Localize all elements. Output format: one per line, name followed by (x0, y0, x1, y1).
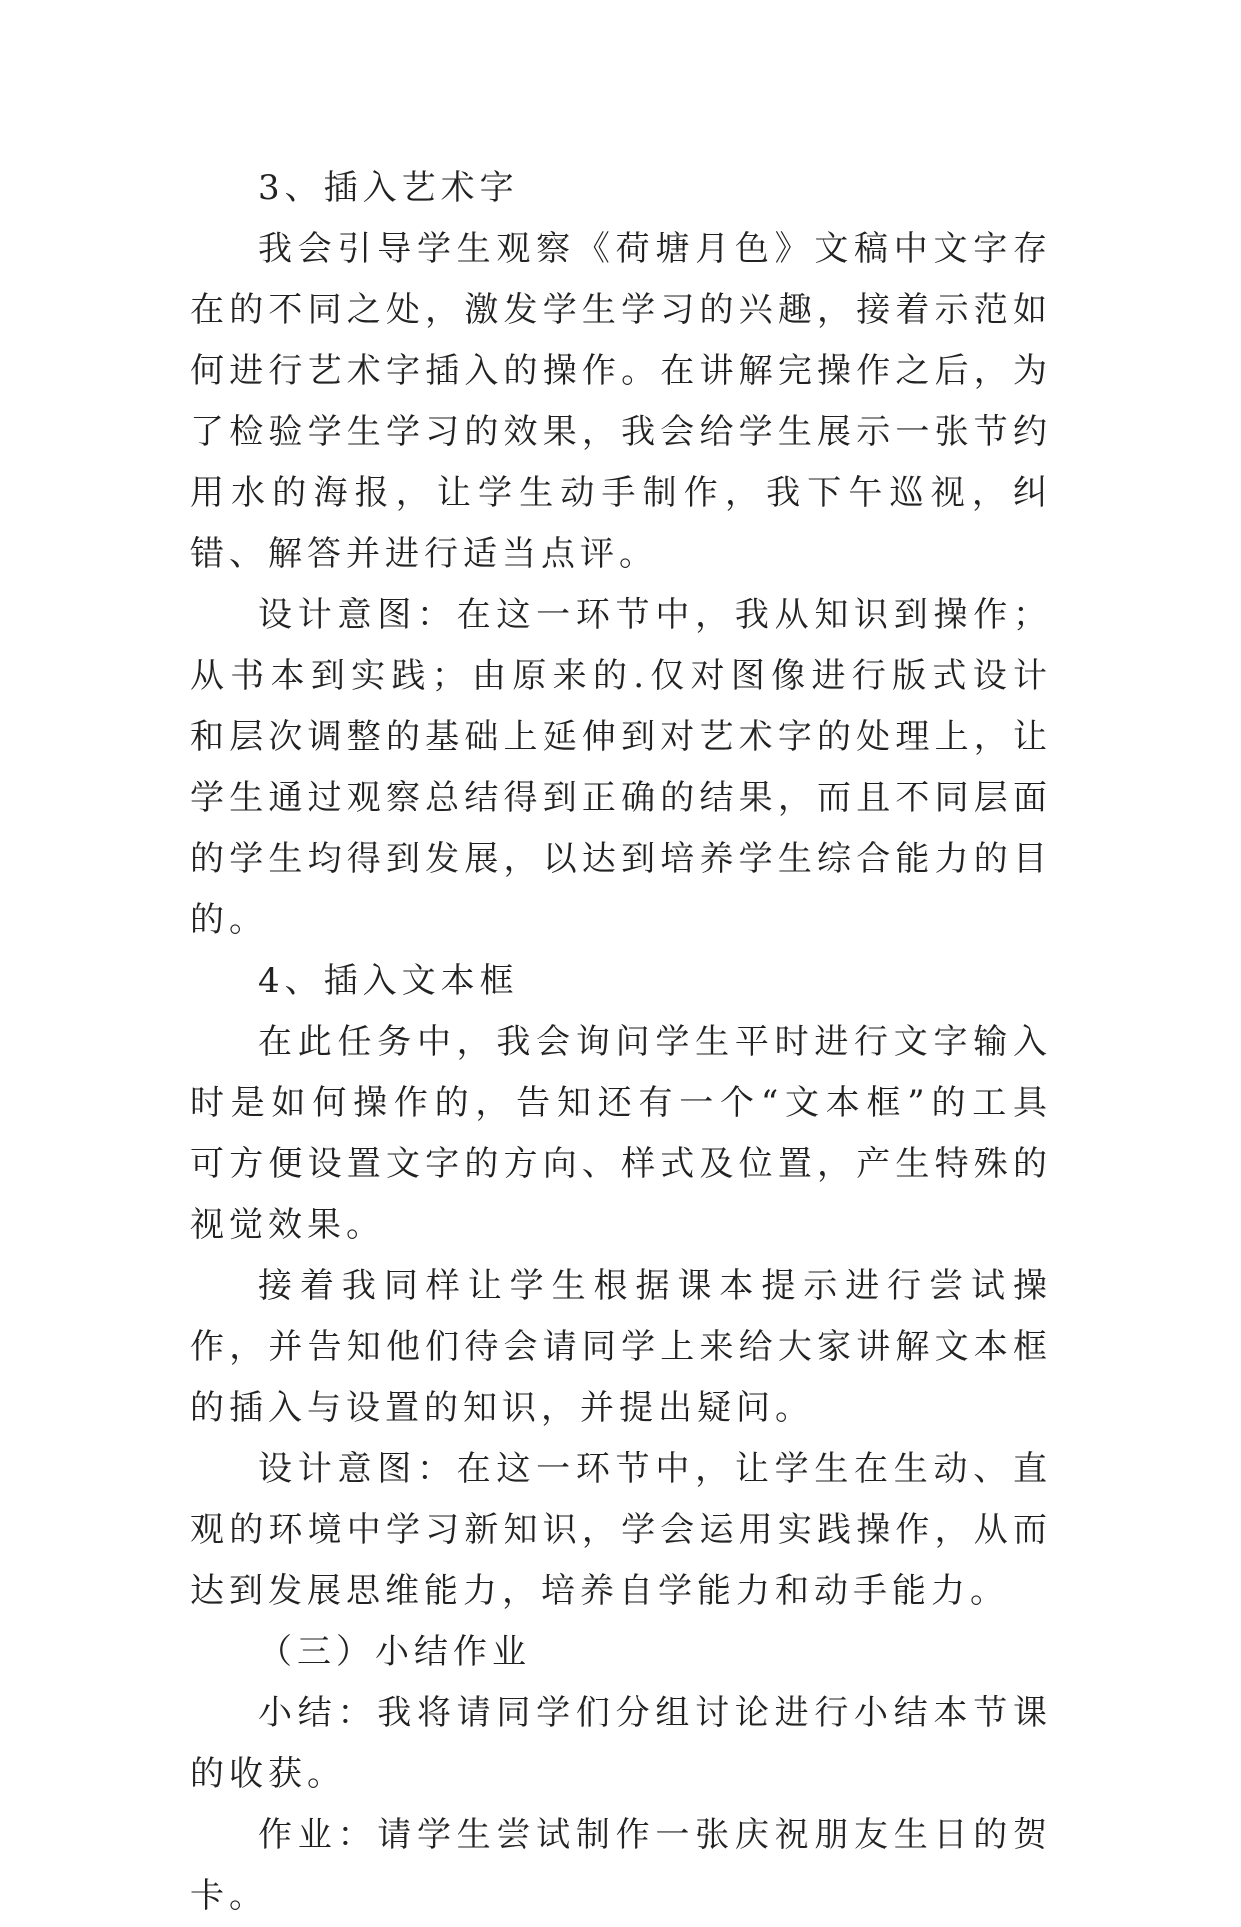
paragraph-summary: 小结：我将请同学们分组讨论进行小结本节课的收获。 (190, 1693, 1052, 1794)
paragraph-textbox-design-intent: 设计意图：在这一环节中，让学生在生动、直观的环境中学习新知识，学会运用实践操作，从而达到发展思维能力，培养自学能力和动手能力。 (190, 1449, 1052, 1611)
paragraph-wordart-steps: 我会引导学生观察《荷塘月色》文稿中文字存在的不同之处，激发学生学习的兴趣，接着示范如何进行艺术字插入的操作。在讲解完操作之后，为了检验学生学习的效果，我会给学生展示一张节约用水的海报，让学生动手制作，我下午巡视，纠错、解答并进行适当点评。 (190, 229, 1052, 574)
heading-insert-textbox: 4、插入文本框 (258, 961, 519, 1001)
heading-summary-homework: （三）小结作业 (258, 1632, 531, 1672)
heading-insert-wordart: 3、插入艺术字 (258, 168, 519, 208)
paragraph-homework: 作业：请学生尝试制作一张庆祝朋友生日的贺卡。 (190, 1815, 1052, 1916)
document-body (190, 158, 1052, 1927)
paragraph-textbox-task: 在此任务中，我会询问学生平时进行文字输入时是如何操作的，告知还有一个“文本框”的工具可方便设置文字的方向、样式及位置，产生特殊的视觉效果。 (190, 1022, 1052, 1245)
paragraph-textbox-practice: 接着我同样让学生根据课本提示进行尝试操作，并告知他们待会请同学上来给大家讲解文本框的插入与设置的知识，并提出疑问。 (190, 1266, 1052, 1428)
paragraph-wordart-design-intent: 设计意图：在这一环节中，我从知识到操作；从书本到实践；由原来的.仅对图像进行版式设计和层次调整的基础上延伸到对艺术字的处理上，让学生通过观察总结得到正确的结果，而且不同层面的学生均得到发展，以达到培养学生综合能力的目的。 (190, 595, 1052, 940)
